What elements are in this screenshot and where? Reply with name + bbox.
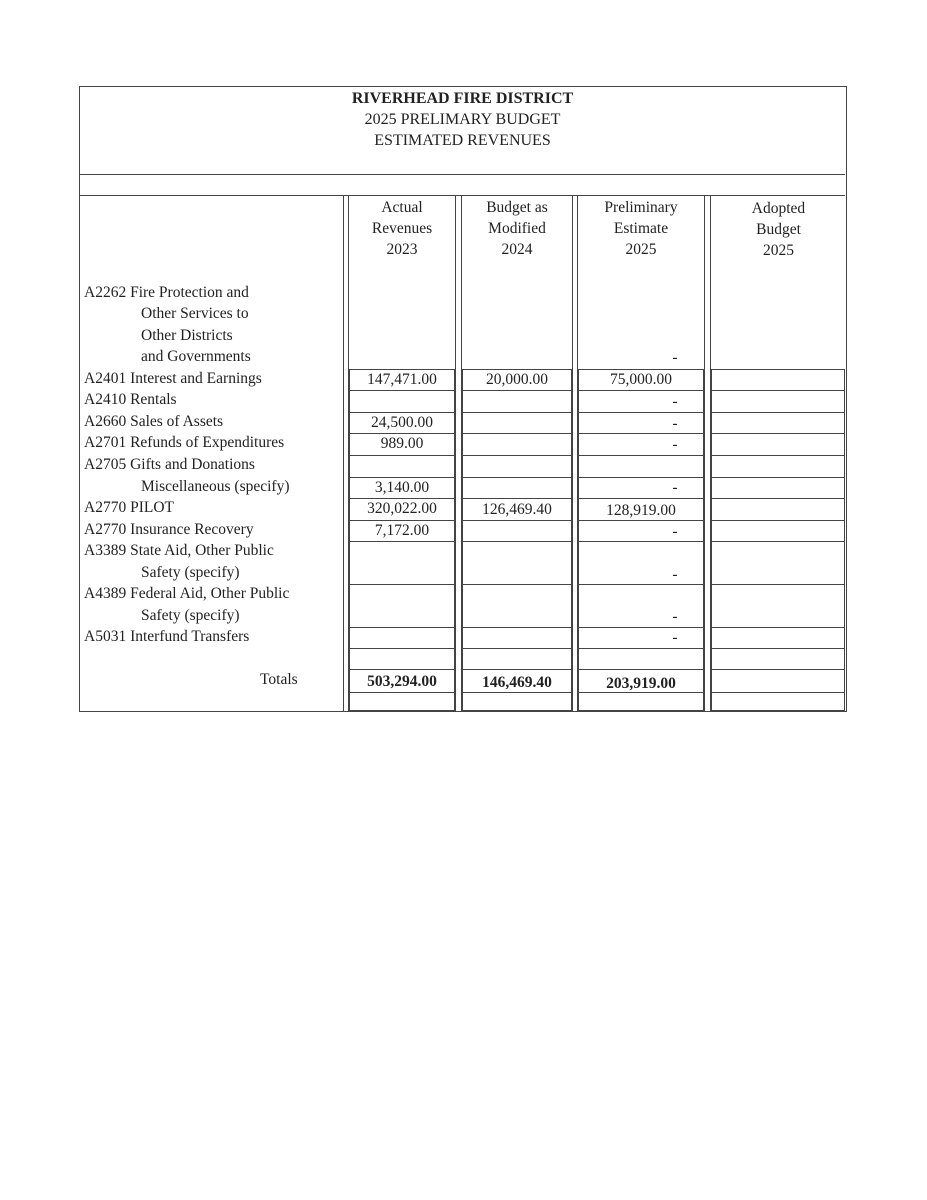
total-preliminary-2025: 203,919.00 xyxy=(606,675,676,692)
cell-value: - xyxy=(672,629,678,646)
column-divider xyxy=(455,195,456,711)
value-cell-box xyxy=(711,692,845,711)
cell-value: 3,140.00 xyxy=(374,479,430,496)
value-cell-box xyxy=(462,477,572,498)
cell-value: - xyxy=(672,436,678,453)
value-cell-box xyxy=(462,412,572,433)
cell-value: 24,500.00 xyxy=(371,414,433,431)
cell-value: 20,000.00 xyxy=(486,371,548,388)
row-label: A3389 State Aid, Other Public xyxy=(84,542,274,559)
value-cell-box xyxy=(711,390,845,412)
row-label: A2770 Insurance Recovery xyxy=(84,521,254,538)
column-divider xyxy=(572,195,573,711)
row-label-continuation: Other Districts xyxy=(141,327,233,344)
row-label: A2262 Fire Protection and xyxy=(84,284,249,301)
value-cell-box xyxy=(711,669,845,692)
column-header-line: Revenues xyxy=(371,220,433,237)
cell-value: - xyxy=(672,415,678,432)
column-header-line: Preliminary xyxy=(604,199,678,216)
section-title: ESTIMATED REVENUES xyxy=(374,132,551,149)
value-cell-box xyxy=(349,584,455,627)
cell-value: 75,000.00 xyxy=(610,371,672,388)
value-cell-box xyxy=(711,648,845,669)
title-divider xyxy=(80,174,845,175)
row-label: A2401 Interest and Earnings xyxy=(84,370,262,387)
row-label: A2770 PILOT xyxy=(84,499,174,516)
value-cell-box xyxy=(711,584,845,627)
value-cell-box xyxy=(578,648,704,669)
column-header-line: 2024 xyxy=(501,241,533,258)
cell-value: 7,172.00 xyxy=(374,522,430,539)
value-cell-box xyxy=(578,692,704,711)
value-cell-box xyxy=(349,390,455,412)
column-header-adopted-2025 xyxy=(712,198,845,261)
value-cell-box xyxy=(711,541,845,584)
cell-value: - xyxy=(672,523,678,540)
column-header-line: Budget xyxy=(756,221,801,238)
row-label-continuation: Other Services to xyxy=(141,305,249,322)
budget-title: 2025 PRELIMARY BUDGET xyxy=(364,111,561,128)
value-cell-box xyxy=(462,648,572,669)
value-cell-box xyxy=(711,477,845,498)
value-cell-box xyxy=(711,433,845,455)
value-cell-box xyxy=(462,692,572,711)
value-cell-box xyxy=(711,520,845,541)
row-label: A2705 Gifts and Donations xyxy=(84,456,255,473)
row-label-continuation: Safety (specify) xyxy=(141,564,240,581)
value-cell-box xyxy=(462,433,572,455)
column-header-line: 2025 xyxy=(763,242,794,259)
column-header-line: Modified xyxy=(488,220,546,237)
cell-value: 320,022.00 xyxy=(367,500,437,517)
row-label: A4389 Federal Aid, Other Public xyxy=(84,585,290,602)
value-cell-box xyxy=(578,455,704,477)
total-budget-2024: 146,469.40 xyxy=(482,674,552,691)
row-label: A2410 Rentals xyxy=(84,391,177,408)
column-header-line: Actual xyxy=(381,199,423,216)
value-cell-box xyxy=(711,455,845,477)
column-header-actual-2023 xyxy=(350,197,454,260)
value-cell-box xyxy=(711,412,845,433)
value-cell-box xyxy=(462,541,572,584)
column-header-line: 2025 xyxy=(625,241,657,258)
header-divider xyxy=(80,195,845,196)
row-label-continuation: and Governments xyxy=(141,348,251,365)
column-header-line: Budget as xyxy=(486,199,548,216)
revenue-table xyxy=(79,86,847,712)
totals-label: Totals xyxy=(260,671,298,688)
column-divider xyxy=(343,195,344,711)
cell-value: - xyxy=(672,608,678,625)
column-header-budget-2024 xyxy=(463,197,571,260)
cell-value: 989.00 xyxy=(380,435,424,452)
value-cell-box xyxy=(462,520,572,541)
value-cell-box xyxy=(462,584,572,627)
value-cell-box xyxy=(711,369,845,390)
value-cell-box xyxy=(349,455,455,477)
cell-value: 126,469.40 xyxy=(482,501,552,518)
column-header-preliminary-2025 xyxy=(579,197,703,260)
value-cell-box xyxy=(349,627,455,648)
value-cell-box xyxy=(462,455,572,477)
value-cell-box xyxy=(349,692,455,711)
district-name: RIVERHEAD FIRE DISTRICT xyxy=(351,90,574,107)
column-header-line: Adopted xyxy=(751,200,806,217)
cell-value: 147,471.00 xyxy=(367,371,437,388)
value-cell-box xyxy=(462,627,572,648)
row-label: A5031 Interfund Transfers xyxy=(84,628,250,645)
cell-value: - xyxy=(672,393,678,410)
cell-value: - xyxy=(672,566,678,583)
value-cell-box xyxy=(462,390,572,412)
cell-value: 128,919.00 xyxy=(606,502,676,519)
row-label: Miscellaneous (specify) xyxy=(141,478,290,495)
total-actual-2023: 503,294.00 xyxy=(367,673,437,690)
value-cell-box xyxy=(711,627,845,648)
cell-value: - xyxy=(672,479,678,496)
column-header-line: Estimate xyxy=(613,220,669,237)
cell-value: - xyxy=(672,349,678,366)
row-label-continuation: Safety (specify) xyxy=(141,607,240,624)
value-cell-box xyxy=(711,498,845,520)
value-cell-box xyxy=(349,541,455,584)
row-label: A2660 Sales of Assets xyxy=(84,413,224,430)
value-cell-box xyxy=(349,648,455,669)
column-header-line: 2023 xyxy=(386,241,418,258)
row-label: A2701 Refunds of Expenditures xyxy=(84,434,285,451)
